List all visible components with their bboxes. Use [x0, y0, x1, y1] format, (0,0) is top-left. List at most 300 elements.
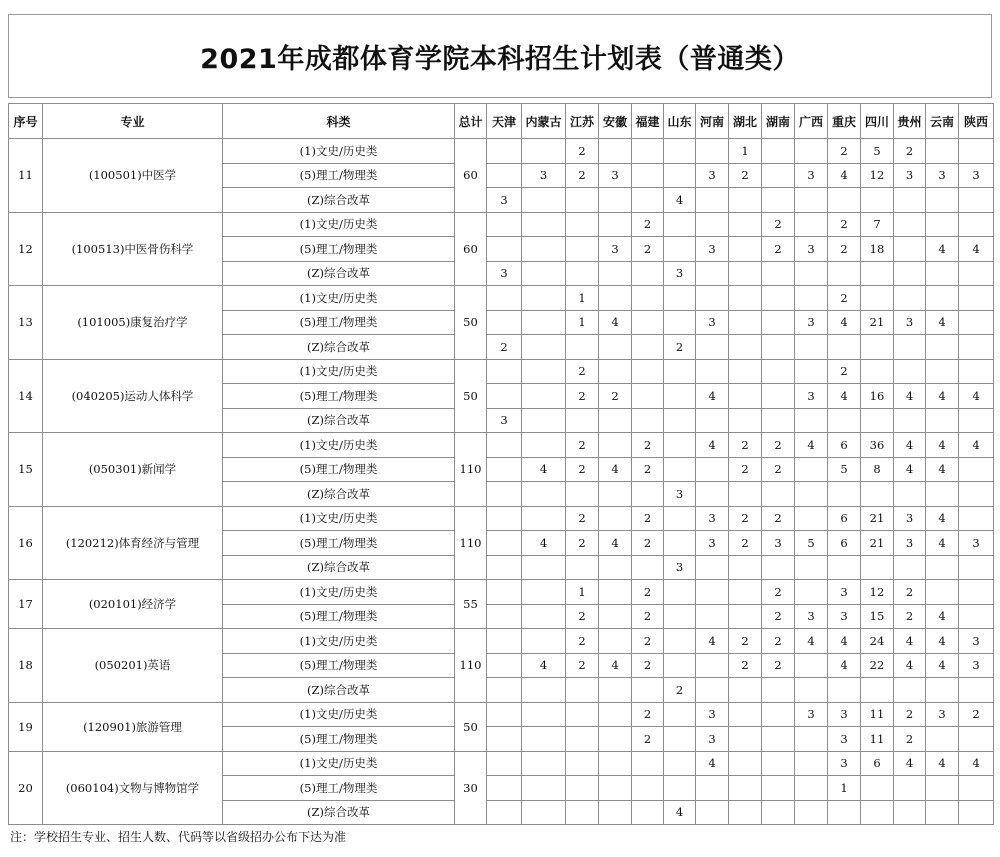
- quota-cell: 2: [762, 604, 795, 629]
- quota-cell: 2: [566, 163, 599, 188]
- quota-cell: 4: [926, 751, 959, 776]
- subject-category-cell: (1)文史/历史类: [223, 433, 455, 458]
- subject-category-cell: (Z)综合改革: [223, 482, 455, 507]
- quota-cell: [696, 800, 729, 825]
- quota-cell: 3: [894, 310, 926, 335]
- quota-cell: [487, 139, 522, 164]
- quota-cell: [828, 678, 861, 703]
- quota-cell: 4: [828, 310, 861, 335]
- quota-cell: [729, 335, 762, 360]
- major-name-cell: (050301)新闻学: [43, 433, 223, 507]
- quota-cell: [664, 433, 696, 458]
- quota-cell: [762, 163, 795, 188]
- quota-cell: [522, 482, 566, 507]
- quota-cell: 4: [894, 653, 926, 678]
- quota-cell: 2: [729, 163, 762, 188]
- quota-cell: [566, 482, 599, 507]
- quota-cell: 3: [664, 482, 696, 507]
- quota-cell: [959, 335, 994, 360]
- quota-cell: [632, 408, 664, 433]
- quota-cell: 3: [926, 702, 959, 727]
- quota-cell: [762, 751, 795, 776]
- quota-cell: 2: [762, 629, 795, 654]
- quota-cell: [632, 800, 664, 825]
- quota-cell: 4: [522, 653, 566, 678]
- quota-cell: [762, 776, 795, 801]
- quota-cell: 4: [599, 653, 632, 678]
- quota-cell: 2: [566, 531, 599, 556]
- subject-category-cell: (5)理工/物理类: [223, 653, 455, 678]
- quota-cell: [566, 555, 599, 580]
- page-title: 2021年成都体育学院本科招生计划表（普通类）: [200, 43, 800, 75]
- quota-cell: 24: [861, 629, 894, 654]
- subject-category-cell: (1)文史/历史类: [223, 212, 455, 237]
- quota-cell: [664, 384, 696, 409]
- table-row: [9, 751, 994, 776]
- quota-cell: 3: [696, 163, 729, 188]
- quota-cell: [926, 359, 959, 384]
- quota-cell: 1: [729, 139, 762, 164]
- quota-cell: 3: [926, 163, 959, 188]
- column-header: 陕西: [959, 104, 994, 139]
- column-header: 专业: [43, 104, 223, 139]
- quota-cell: [861, 555, 894, 580]
- quota-cell: 4: [926, 237, 959, 262]
- quota-cell: [487, 506, 522, 531]
- quota-cell: [762, 800, 795, 825]
- quota-cell: [696, 604, 729, 629]
- quota-cell: [599, 359, 632, 384]
- quota-cell: 4: [795, 433, 828, 458]
- subject-category-cell: (1)文史/历史类: [223, 580, 455, 605]
- serial-number-cell: 18: [9, 629, 43, 703]
- quota-cell: 3: [696, 727, 729, 752]
- quota-cell: 2: [632, 702, 664, 727]
- quota-cell: [522, 751, 566, 776]
- quota-cell: [632, 678, 664, 703]
- quota-cell: 2: [566, 359, 599, 384]
- quota-cell: [894, 800, 926, 825]
- quota-cell: 2: [729, 457, 762, 482]
- quota-cell: [696, 653, 729, 678]
- quota-cell: 3: [696, 237, 729, 262]
- quota-cell: 3: [795, 310, 828, 335]
- quota-cell: [566, 408, 599, 433]
- quota-cell: [729, 702, 762, 727]
- quota-cell: [522, 433, 566, 458]
- quota-cell: [487, 457, 522, 482]
- major-name-cell: (040205)运动人体科学: [43, 359, 223, 433]
- quota-cell: [729, 604, 762, 629]
- quota-cell: 2: [566, 139, 599, 164]
- quota-cell: [522, 139, 566, 164]
- quota-cell: 4: [696, 384, 729, 409]
- quota-cell: [959, 506, 994, 531]
- quota-cell: [664, 653, 696, 678]
- quota-cell: 1: [828, 776, 861, 801]
- quota-cell: [959, 139, 994, 164]
- quota-cell: 21: [861, 531, 894, 556]
- serial-number-cell: 19: [9, 702, 43, 751]
- quota-cell: [632, 555, 664, 580]
- quota-cell: 2: [632, 580, 664, 605]
- quota-cell: [632, 286, 664, 311]
- table-row: [9, 212, 994, 237]
- column-header: 安徽: [599, 104, 632, 139]
- quota-cell: [729, 678, 762, 703]
- quota-cell: [729, 580, 762, 605]
- quota-cell: 3: [959, 653, 994, 678]
- table-row: [9, 433, 994, 458]
- quota-cell: 4: [959, 237, 994, 262]
- quota-cell: [762, 408, 795, 433]
- quota-cell: [599, 580, 632, 605]
- quota-cell: [729, 751, 762, 776]
- quota-cell: 4: [959, 433, 994, 458]
- quota-cell: 4: [828, 384, 861, 409]
- quota-cell: [926, 261, 959, 286]
- quota-cell: 7: [861, 212, 894, 237]
- quota-cell: [926, 580, 959, 605]
- quota-cell: [566, 776, 599, 801]
- quota-cell: 3: [599, 163, 632, 188]
- subject-category-cell: (5)理工/物理类: [223, 310, 455, 335]
- quota-cell: [959, 408, 994, 433]
- quota-cell: [632, 335, 664, 360]
- table-row: [9, 286, 994, 311]
- quota-cell: [487, 653, 522, 678]
- subject-category-cell: (1)文史/历史类: [223, 506, 455, 531]
- quota-cell: [795, 188, 828, 213]
- quota-cell: [522, 800, 566, 825]
- quota-cell: 3: [487, 408, 522, 433]
- quota-cell: [487, 727, 522, 752]
- quota-cell: [632, 482, 664, 507]
- quota-cell: [664, 702, 696, 727]
- quota-cell: [522, 727, 566, 752]
- major-name-cell: (060104)文物与博物馆学: [43, 751, 223, 825]
- quota-cell: [729, 408, 762, 433]
- quota-cell: [926, 482, 959, 507]
- quota-cell: 4: [696, 751, 729, 776]
- quota-cell: [795, 261, 828, 286]
- serial-number-cell: 17: [9, 580, 43, 629]
- quota-cell: [762, 139, 795, 164]
- quota-cell: [795, 506, 828, 531]
- quota-cell: [729, 261, 762, 286]
- quota-cell: [894, 359, 926, 384]
- subject-category-cell: (5)理工/物理类: [223, 727, 455, 752]
- quota-cell: 2: [894, 727, 926, 752]
- quota-cell: [762, 384, 795, 409]
- quota-cell: 3: [795, 384, 828, 409]
- major-name-cell: (100513)中医骨伤科学: [43, 212, 223, 286]
- quota-cell: [828, 482, 861, 507]
- quota-cell: [926, 776, 959, 801]
- quota-cell: 3: [522, 163, 566, 188]
- quota-cell: 2: [632, 727, 664, 752]
- quota-cell: 2: [729, 506, 762, 531]
- quota-cell: [959, 457, 994, 482]
- quota-cell: [926, 188, 959, 213]
- quota-cell: 3: [795, 163, 828, 188]
- quota-cell: [729, 482, 762, 507]
- quota-cell: 11: [861, 727, 894, 752]
- quota-cell: [522, 359, 566, 384]
- quota-cell: 8: [861, 457, 894, 482]
- quota-cell: [522, 604, 566, 629]
- quota-cell: 12: [861, 163, 894, 188]
- quota-cell: [729, 359, 762, 384]
- quota-cell: [861, 776, 894, 801]
- quota-cell: 3: [696, 702, 729, 727]
- quota-cell: 21: [861, 506, 894, 531]
- quota-cell: 3: [795, 702, 828, 727]
- serial-number-cell: 12: [9, 212, 43, 286]
- quota-cell: 4: [894, 433, 926, 458]
- quota-cell: [696, 359, 729, 384]
- quota-cell: [696, 188, 729, 213]
- quota-cell: [632, 384, 664, 409]
- serial-number-cell: 11: [9, 139, 43, 213]
- quota-cell: [795, 359, 828, 384]
- quota-cell: [487, 433, 522, 458]
- quota-cell: 4: [959, 751, 994, 776]
- quota-cell: 4: [828, 629, 861, 654]
- quota-cell: 3: [795, 237, 828, 262]
- quota-cell: 4: [894, 457, 926, 482]
- quota-cell: 4: [664, 800, 696, 825]
- quota-cell: [762, 335, 795, 360]
- quota-cell: [522, 188, 566, 213]
- quota-cell: [664, 727, 696, 752]
- serial-number-cell: 20: [9, 751, 43, 825]
- column-header: 科类: [223, 104, 455, 139]
- quota-cell: [696, 212, 729, 237]
- quota-cell: [729, 800, 762, 825]
- quota-cell: 3: [828, 727, 861, 752]
- quota-cell: 2: [762, 237, 795, 262]
- quota-cell: [599, 702, 632, 727]
- quota-cell: [828, 408, 861, 433]
- quota-cell: [566, 237, 599, 262]
- quota-cell: [522, 286, 566, 311]
- quota-cell: 16: [861, 384, 894, 409]
- subject-category-cell: (Z)综合改革: [223, 261, 455, 286]
- quota-cell: [664, 776, 696, 801]
- quota-cell: [599, 678, 632, 703]
- quota-cell: 1: [566, 580, 599, 605]
- subject-category-cell: (Z)综合改革: [223, 555, 455, 580]
- quota-cell: 2: [828, 212, 861, 237]
- quota-cell: [894, 188, 926, 213]
- quota-cell: [762, 555, 795, 580]
- quota-cell: 2: [828, 286, 861, 311]
- subject-category-cell: (1)文史/历史类: [223, 702, 455, 727]
- quota-cell: [861, 286, 894, 311]
- quota-cell: [926, 408, 959, 433]
- quota-cell: 6: [828, 433, 861, 458]
- quota-cell: [632, 776, 664, 801]
- quota-cell: [959, 678, 994, 703]
- quota-cell: [894, 555, 926, 580]
- quota-cell: [599, 800, 632, 825]
- quota-cell: 4: [522, 457, 566, 482]
- quota-cell: [664, 751, 696, 776]
- quota-cell: 4: [828, 653, 861, 678]
- quota-cell: [599, 751, 632, 776]
- quota-cell: [522, 580, 566, 605]
- quota-cell: 2: [566, 433, 599, 458]
- quota-cell: [664, 531, 696, 556]
- quota-cell: [522, 212, 566, 237]
- quota-cell: 2: [894, 580, 926, 605]
- quota-cell: 4: [599, 531, 632, 556]
- quota-cell: [828, 555, 861, 580]
- quota-cell: [522, 629, 566, 654]
- table-body: [9, 139, 994, 825]
- table-row: [9, 139, 994, 164]
- quota-cell: [664, 457, 696, 482]
- quota-cell: [861, 800, 894, 825]
- quota-cell: [599, 433, 632, 458]
- column-header: 湖南: [762, 104, 795, 139]
- quota-cell: [566, 212, 599, 237]
- quota-cell: [926, 286, 959, 311]
- quota-cell: 3: [664, 555, 696, 580]
- serial-number-cell: 16: [9, 506, 43, 580]
- quota-cell: [566, 702, 599, 727]
- quota-cell: [664, 237, 696, 262]
- quota-cell: 2: [762, 653, 795, 678]
- quota-cell: 2: [599, 384, 632, 409]
- total-cell: 50: [455, 286, 487, 360]
- major-name-cell: (120212)体育经济与管理: [43, 506, 223, 580]
- quota-cell: [795, 139, 828, 164]
- quota-cell: [566, 261, 599, 286]
- table-row: [9, 629, 994, 654]
- subject-category-cell: (1)文史/历史类: [223, 359, 455, 384]
- quota-cell: [599, 506, 632, 531]
- quota-cell: 2: [664, 335, 696, 360]
- quota-cell: 1: [566, 286, 599, 311]
- quota-cell: 2: [566, 653, 599, 678]
- quota-cell: [487, 678, 522, 703]
- quota-cell: 3: [894, 506, 926, 531]
- quota-cell: [861, 359, 894, 384]
- subject-category-cell: (1)文史/历史类: [223, 751, 455, 776]
- quota-cell: [487, 776, 522, 801]
- quota-cell: [894, 408, 926, 433]
- quota-cell: 2: [632, 237, 664, 262]
- quota-cell: [664, 359, 696, 384]
- quota-cell: 4: [926, 531, 959, 556]
- subject-category-cell: (5)理工/物理类: [223, 237, 455, 262]
- quota-cell: 4: [894, 751, 926, 776]
- quota-cell: [487, 286, 522, 311]
- quota-cell: [696, 408, 729, 433]
- quota-cell: [894, 261, 926, 286]
- quota-cell: 4: [926, 506, 959, 531]
- quota-cell: 2: [664, 678, 696, 703]
- quota-cell: 3: [696, 310, 729, 335]
- quota-cell: 2: [632, 457, 664, 482]
- quota-cell: 3: [894, 163, 926, 188]
- quota-cell: 22: [861, 653, 894, 678]
- quota-cell: [861, 335, 894, 360]
- total-cell: 60: [455, 139, 487, 213]
- quota-cell: 3: [795, 604, 828, 629]
- quota-cell: [599, 727, 632, 752]
- quota-cell: [566, 335, 599, 360]
- table-row: [9, 359, 994, 384]
- quota-cell: [487, 482, 522, 507]
- quota-cell: [696, 457, 729, 482]
- subject-category-cell: (Z)综合改革: [223, 800, 455, 825]
- quota-cell: [894, 212, 926, 237]
- quota-cell: [632, 163, 664, 188]
- quota-cell: [696, 335, 729, 360]
- quota-cell: [632, 261, 664, 286]
- quota-cell: [828, 188, 861, 213]
- quota-cell: 4: [696, 433, 729, 458]
- column-header: 四川: [861, 104, 894, 139]
- subject-category-cell: (Z)综合改革: [223, 335, 455, 360]
- quota-cell: [795, 727, 828, 752]
- quota-cell: [664, 408, 696, 433]
- quota-cell: 4: [926, 384, 959, 409]
- quota-cell: 4: [926, 629, 959, 654]
- column-header: 云南: [926, 104, 959, 139]
- quota-cell: [795, 335, 828, 360]
- column-header: 广西: [795, 104, 828, 139]
- quota-cell: [926, 139, 959, 164]
- quota-cell: 12: [861, 580, 894, 605]
- quota-cell: 2: [762, 580, 795, 605]
- quota-cell: [696, 139, 729, 164]
- quota-cell: [664, 629, 696, 654]
- serial-number-cell: 13: [9, 286, 43, 360]
- quota-cell: 3: [762, 531, 795, 556]
- quota-cell: 3: [828, 751, 861, 776]
- subject-category-cell: (Z)综合改革: [223, 678, 455, 703]
- quota-cell: 2: [828, 359, 861, 384]
- quota-cell: [795, 678, 828, 703]
- quota-cell: [599, 776, 632, 801]
- column-header: 序号: [9, 104, 43, 139]
- quota-cell: 2: [729, 629, 762, 654]
- quota-cell: [959, 776, 994, 801]
- total-cell: 110: [455, 433, 487, 507]
- quota-cell: 3: [894, 531, 926, 556]
- major-name-cell: (101005)康复治疗学: [43, 286, 223, 360]
- column-header: 天津: [487, 104, 522, 139]
- quota-cell: [696, 261, 729, 286]
- quota-cell: [926, 678, 959, 703]
- quota-cell: [632, 751, 664, 776]
- quota-cell: 5: [861, 139, 894, 164]
- quota-cell: 2: [632, 629, 664, 654]
- quota-cell: [894, 678, 926, 703]
- quota-cell: [762, 359, 795, 384]
- quota-cell: [828, 335, 861, 360]
- quota-cell: [762, 310, 795, 335]
- quota-cell: [664, 506, 696, 531]
- quota-cell: [599, 482, 632, 507]
- quota-cell: 4: [894, 384, 926, 409]
- quota-cell: [894, 237, 926, 262]
- quota-cell: [487, 310, 522, 335]
